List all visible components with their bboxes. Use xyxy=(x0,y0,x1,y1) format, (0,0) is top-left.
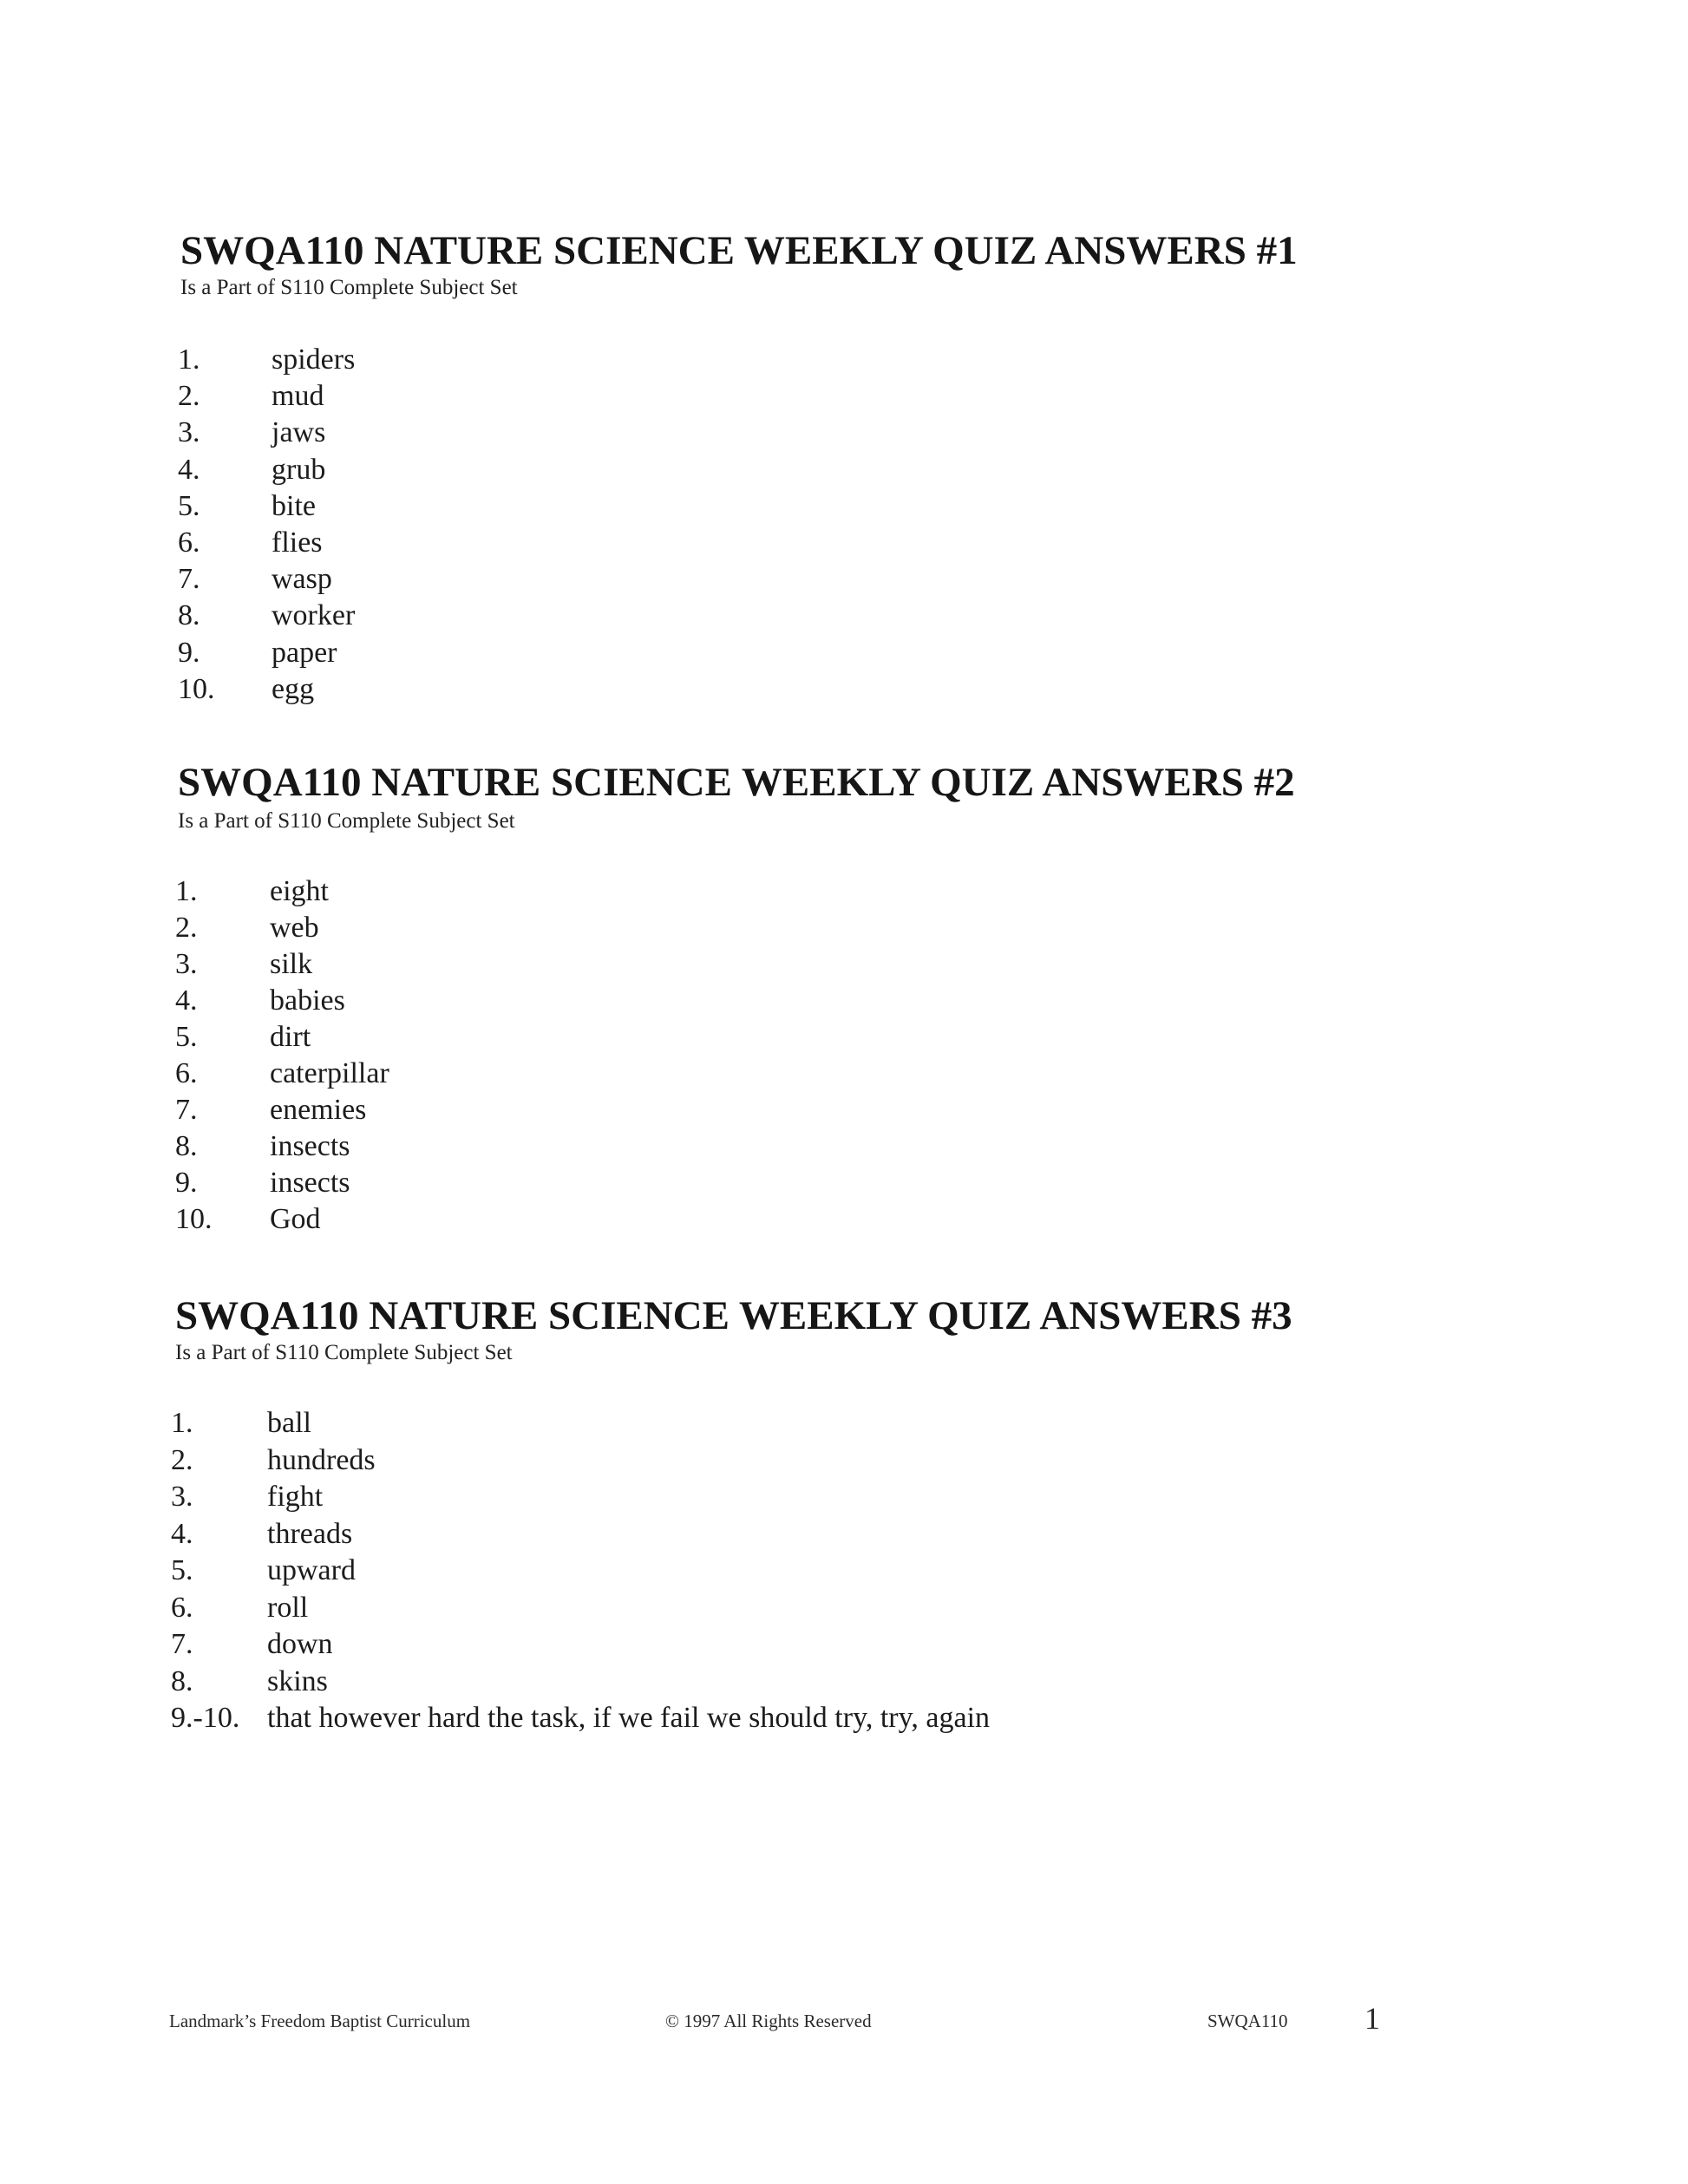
answer-number: 7. xyxy=(171,1628,193,1660)
answer-number: 1. xyxy=(175,875,198,907)
answer-number: 3. xyxy=(178,416,200,449)
section-1-title: SWQA110 NATURE SCIENCE WEEKLY QUIZ ANSWERS #1 xyxy=(180,228,1298,273)
answer-number: 10. xyxy=(175,1203,213,1235)
answer-text: God xyxy=(270,1203,321,1235)
section-2-title: SWQA110 NATURE SCIENCE WEEKLY QUIZ ANSWERS #2 xyxy=(178,760,1295,805)
answer-text: eight xyxy=(270,875,329,907)
answer-text: upward xyxy=(267,1554,356,1586)
answer-text: skins xyxy=(267,1664,328,1697)
answer-number: 4. xyxy=(171,1517,193,1550)
answer-number: 1. xyxy=(171,1407,193,1439)
answer-text: enemies xyxy=(270,1094,367,1126)
answer-text: worker xyxy=(272,599,356,632)
answer-number: 6. xyxy=(171,1591,193,1624)
answer-text: insects xyxy=(270,1167,350,1199)
answer-text: babies xyxy=(270,984,345,1017)
answer-text: caterpillar xyxy=(270,1057,389,1089)
answer-number: 6. xyxy=(178,526,200,559)
answer-number: 8. xyxy=(175,1130,198,1162)
answer-number: 2. xyxy=(175,912,198,944)
answer-text: ball xyxy=(267,1407,311,1439)
answer-text: paper xyxy=(272,636,337,669)
answer-text: hundreds xyxy=(267,1443,376,1476)
answer-text: egg xyxy=(272,672,315,705)
answer-text: silk xyxy=(270,948,313,980)
section-1-subtitle: Is a Part of S110 Complete Subject Set xyxy=(180,276,518,299)
answer-text: flies xyxy=(272,526,323,559)
answer-number: 4. xyxy=(178,453,200,486)
answer-number: 5. xyxy=(178,489,200,522)
answer-number: 4. xyxy=(175,984,198,1017)
answer-number: 2. xyxy=(178,380,200,413)
answer-number: 8. xyxy=(178,599,200,632)
answer-text: dirt xyxy=(270,1021,311,1053)
answer-number: 9. xyxy=(178,636,200,669)
footer-publisher: Landmark’s Freedom Baptist Curriculum xyxy=(169,2011,471,2031)
section-2-subtitle: Is a Part of S110 Complete Subject Set xyxy=(178,809,515,833)
answer-text: that however hard the task, if we fail we should try, try, again xyxy=(267,1702,991,1734)
answer-text: threads xyxy=(267,1517,353,1550)
answer-text: spiders xyxy=(272,343,356,376)
answer-number: 2. xyxy=(171,1443,193,1476)
answer-number: 6. xyxy=(175,1057,198,1089)
answer-number: 5. xyxy=(171,1554,193,1586)
answer-text: jaws xyxy=(272,416,326,449)
answer-text: down xyxy=(267,1628,333,1660)
answer-number: 5. xyxy=(175,1021,198,1053)
section-3-title: SWQA110 NATURE SCIENCE WEEKLY QUIZ ANSWERS #3 xyxy=(175,1293,1292,1338)
answer-text: wasp xyxy=(272,563,332,596)
section-3-subtitle: Is a Part of S110 Complete Subject Set xyxy=(175,1341,513,1364)
footer-copyright: © 1997 All Rights Reserved xyxy=(665,2011,872,2031)
answer-number: 3. xyxy=(171,1481,193,1513)
answer-number: 1. xyxy=(178,343,200,376)
answer-text: fight xyxy=(267,1481,324,1513)
answer-number: 9. xyxy=(175,1167,198,1199)
answer-number: 3. xyxy=(175,948,198,980)
answer-number: 8. xyxy=(171,1664,193,1697)
answer-text: insects xyxy=(270,1130,350,1162)
answer-text: roll xyxy=(267,1591,309,1624)
answer-text: mud xyxy=(272,380,324,413)
answer-number: 7. xyxy=(175,1094,198,1126)
answer-text: bite xyxy=(272,489,316,522)
answer-text: grub xyxy=(272,453,326,486)
answer-text: web xyxy=(270,912,319,944)
answer-number: 9.-10. xyxy=(171,1702,240,1734)
footer-code: SWQA110 xyxy=(1207,2011,1288,2031)
answer-number: 10. xyxy=(178,672,215,705)
page-number: 1 xyxy=(1364,2001,1380,2036)
answer-number: 7. xyxy=(178,563,200,596)
